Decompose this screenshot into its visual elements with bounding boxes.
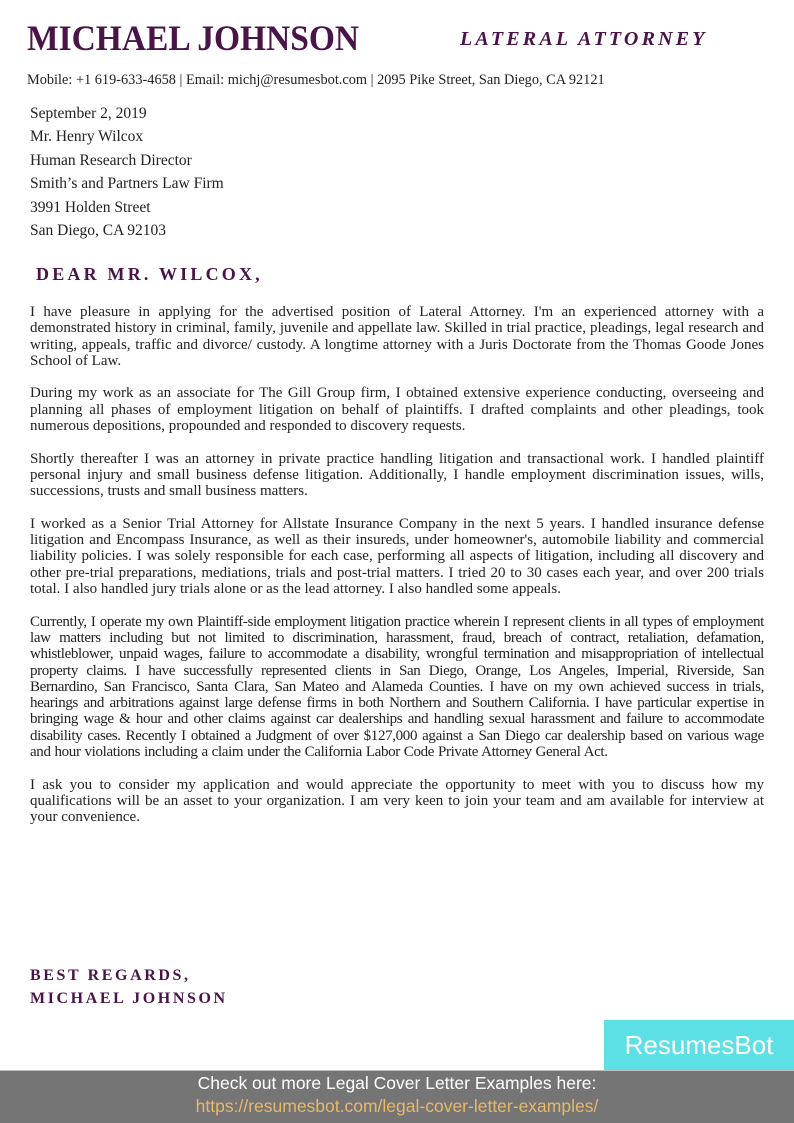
letter-body: [30, 304, 764, 842]
footer-banner: [0, 1070, 794, 1123]
paragraph-current-practice: Currently, I operate my own Plaintiff-side employment litigation practice wherein I represent clients in all types of employment law matters including but not limited to discrimination, harassment, fraud, breach of contract, retaliation, defamation, whistleblower, unpaid wages, failure to accommodate a disability, wrongful termination and misappropriation of intellectual property claims. I have successfully represented clients in San Diego, Orange, Los Angeles, Imperial, Riverside, San Bernardino, San Francisco, Santa Clara, San Mateo and Alameda Counties. I have on my own achieved success in trials, hearings and arbitrations against large defense firms in both Northern and Southern California. I have particular expertise in bringing wage & hour and other claims against car dealerships and handling sexual harassment and failure to accommodate disability cases. Recently I obtained a Judgment of over $127,000 against a San Diego car dealership based on various wage and hour violations including a claim under the California Labor Code Private Attorney General Act.: [30, 613, 764, 761]
closing-regards: BEST REGARDS,: [30, 967, 191, 984]
recipient-city: San Diego, CA 92103: [30, 222, 167, 240]
applicant-name: MICHAEL JOHNSON: [27, 18, 360, 58]
recipient-name: Mr. Henry Wilcox: [30, 128, 144, 146]
resumesbot-logo[interactable]: ResumesBot: [604, 1020, 794, 1070]
paragraph-intro: I have pleasure in applying for the advertised position of Lateral Attorney. I'm an experienced attorney with a demonstrated history in criminal, family, juvenile and appellate law. Skilled in trial practice, pleadings, legal research and writing, appeals, traffic and divorce/ custody. A longtime attorney with a Juris Doctorate from the Thomas Goode Jones School of Law.: [30, 304, 764, 369]
footer-text: Check out more Legal Cover Letter Examples here:: [197, 1073, 597, 1093]
closing-signature: MICHAEL JOHNSON: [30, 990, 228, 1007]
closing-block: [30, 964, 228, 1010]
contact-info: Mobile: +1 619-633-4658 | Email: michj@resumesbot.com | 2095 Pike Street, San Diego, CA 92121: [27, 72, 605, 88]
job-title: LATERAL ATTORNEY: [460, 28, 708, 50]
letter-date: September 2, 2019: [30, 105, 147, 122]
recipient-street: 3991 Holden Street: [30, 198, 151, 216]
footer-examples-link[interactable]: https://resumesbot.com/legal-cover-letter-examples/: [195, 1096, 599, 1116]
paragraph-closing-request: I ask you to consider my application and would appreciate the opportunity to meet with you to discuss how my qualifications will be an asset to your organization. I am very keen to join your team and am available for interview at your convenience.: [30, 776, 764, 826]
salutation: DEAR MR. WILCOX,: [36, 264, 263, 284]
recipient-position: Human Research Director: [30, 151, 192, 169]
paragraph-private-practice: Shortly thereafter I was an attorney in private practice handling litigation and transactional work. I handled plaintiff personal injury and small business defense litigation. Additionally, I handle employment discrimination issues, wills, successions, trusts and small business matters.: [30, 450, 764, 500]
paragraph-gill-group: During my work as an associate for The Gill Group firm, I obtained extensive experience conducting, overseeing and planning all phases of employment litigation on behalf of plaintiffs. I drafted complaints and other pleadings, took numerous depositions, propounded and responded to discovery requests.: [30, 385, 764, 435]
recipient-company: Smith’s and Partners Law Firm: [30, 175, 224, 193]
recipient-block: [30, 102, 224, 242]
paragraph-allstate: I worked as a Senior Trial Attorney for Allstate Insurance Company in the next 5 years. I handled insurance defense litigation and Encompass Insurance, as well as their insureds, under homeowner's, automobile liability and commercial liability policies. I was solely responsible for each case, performing all aspects of litigation, including all discovery and other pre-trial preparations, mediations, trials and post-trial matters. I tried 20 to 30 cases each year, and over 200 trials total. I also handled jury trials alone or as the lead attorney. I also handled some appeals.: [30, 515, 764, 598]
